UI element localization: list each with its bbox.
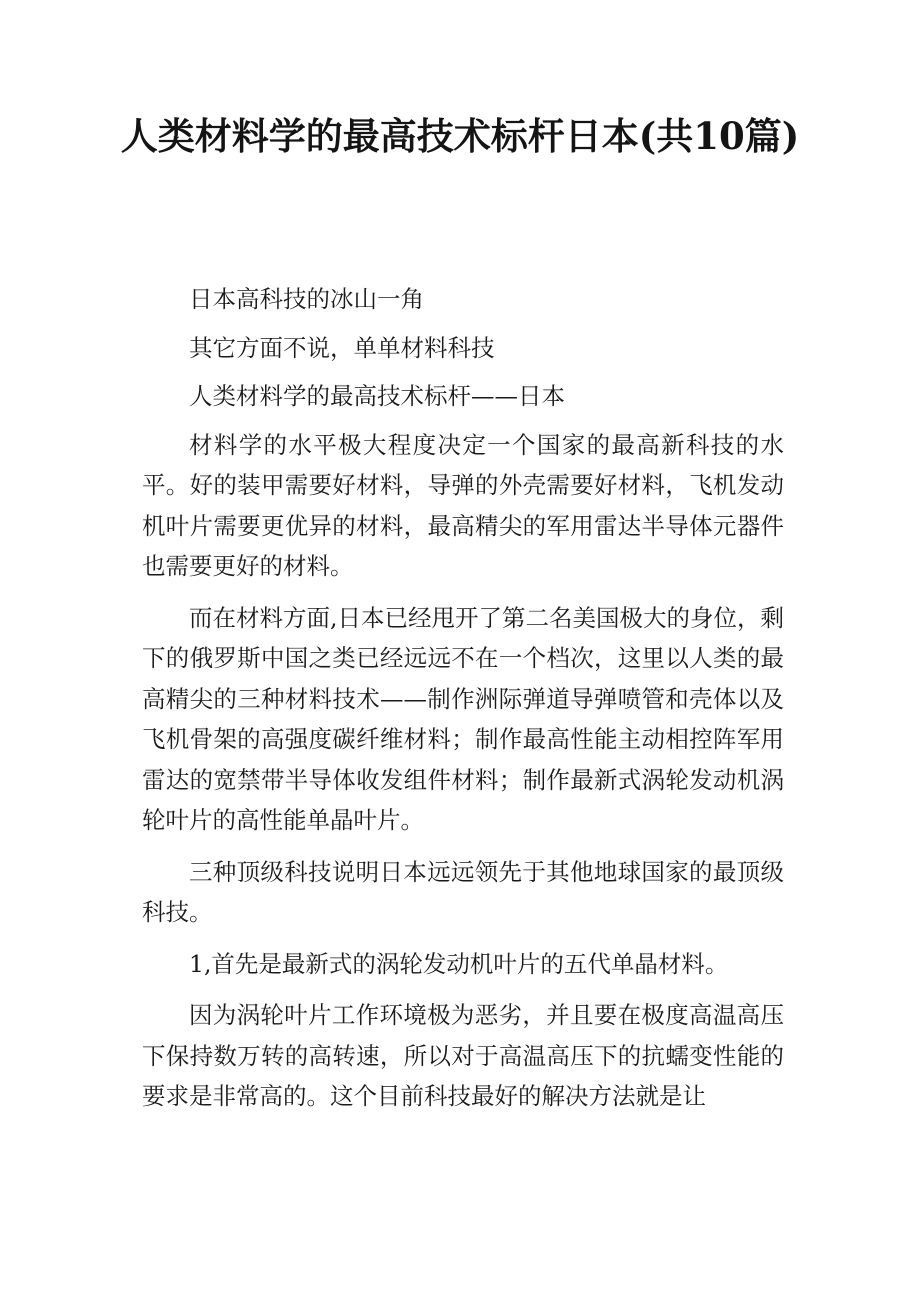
paragraph: 日本高科技的冰山一角 [189,285,424,313]
paragraph: 其它方面不说，单单材料科技 [189,333,495,362]
document-body [142,279,784,1117]
paragraph: 三种顶级科技说明日本远远领先于其他地球国家的最顶级科技。 [142,857,784,926]
document-title: 人类材料学的最高技术标杆日本(共10篇) [120,114,800,158]
paragraph: 1,首先是最新式的涡轮发动机叶片的五代单晶材料。 [189,949,729,978]
paragraph: 人类材料学的最高技术标杆——日本 [189,382,565,410]
paragraph: 而在材料方面,日本已经甩开了第二名美国极大的身位，剩下的俄罗斯中国之类已经远远不在一个档次，这里以人类的最高精尖的三种材料技术——制作洲际弹道导弹喷管和壳体以及飞机骨架的高强度碳纤维材料；制作最高性能主动相控阵军用雷达的宽禁带半导体收发组件材料；制作最新式涡轮发动机涡轮叶片的高性能单晶叶片。 [142,603,784,834]
paragraph: 材料学的水平极大程度决定一个国家的最高新科技的水平。好的装甲需要好材料，导弹的外壳需要好材料，飞机发动机叶片需要更优异的材料，最高精尖的军用雷达半导体元器件也需要更好的材料。 [142,430,784,580]
paragraph: 因为涡轮叶片工作环境极为恶劣，并且要在极度高温高压下保持数万转的高转速，所以对于高温高压下的抗蠕变性能的要求是非常高的。这个目前科技最好的解决方法就是让 [142,1001,784,1110]
